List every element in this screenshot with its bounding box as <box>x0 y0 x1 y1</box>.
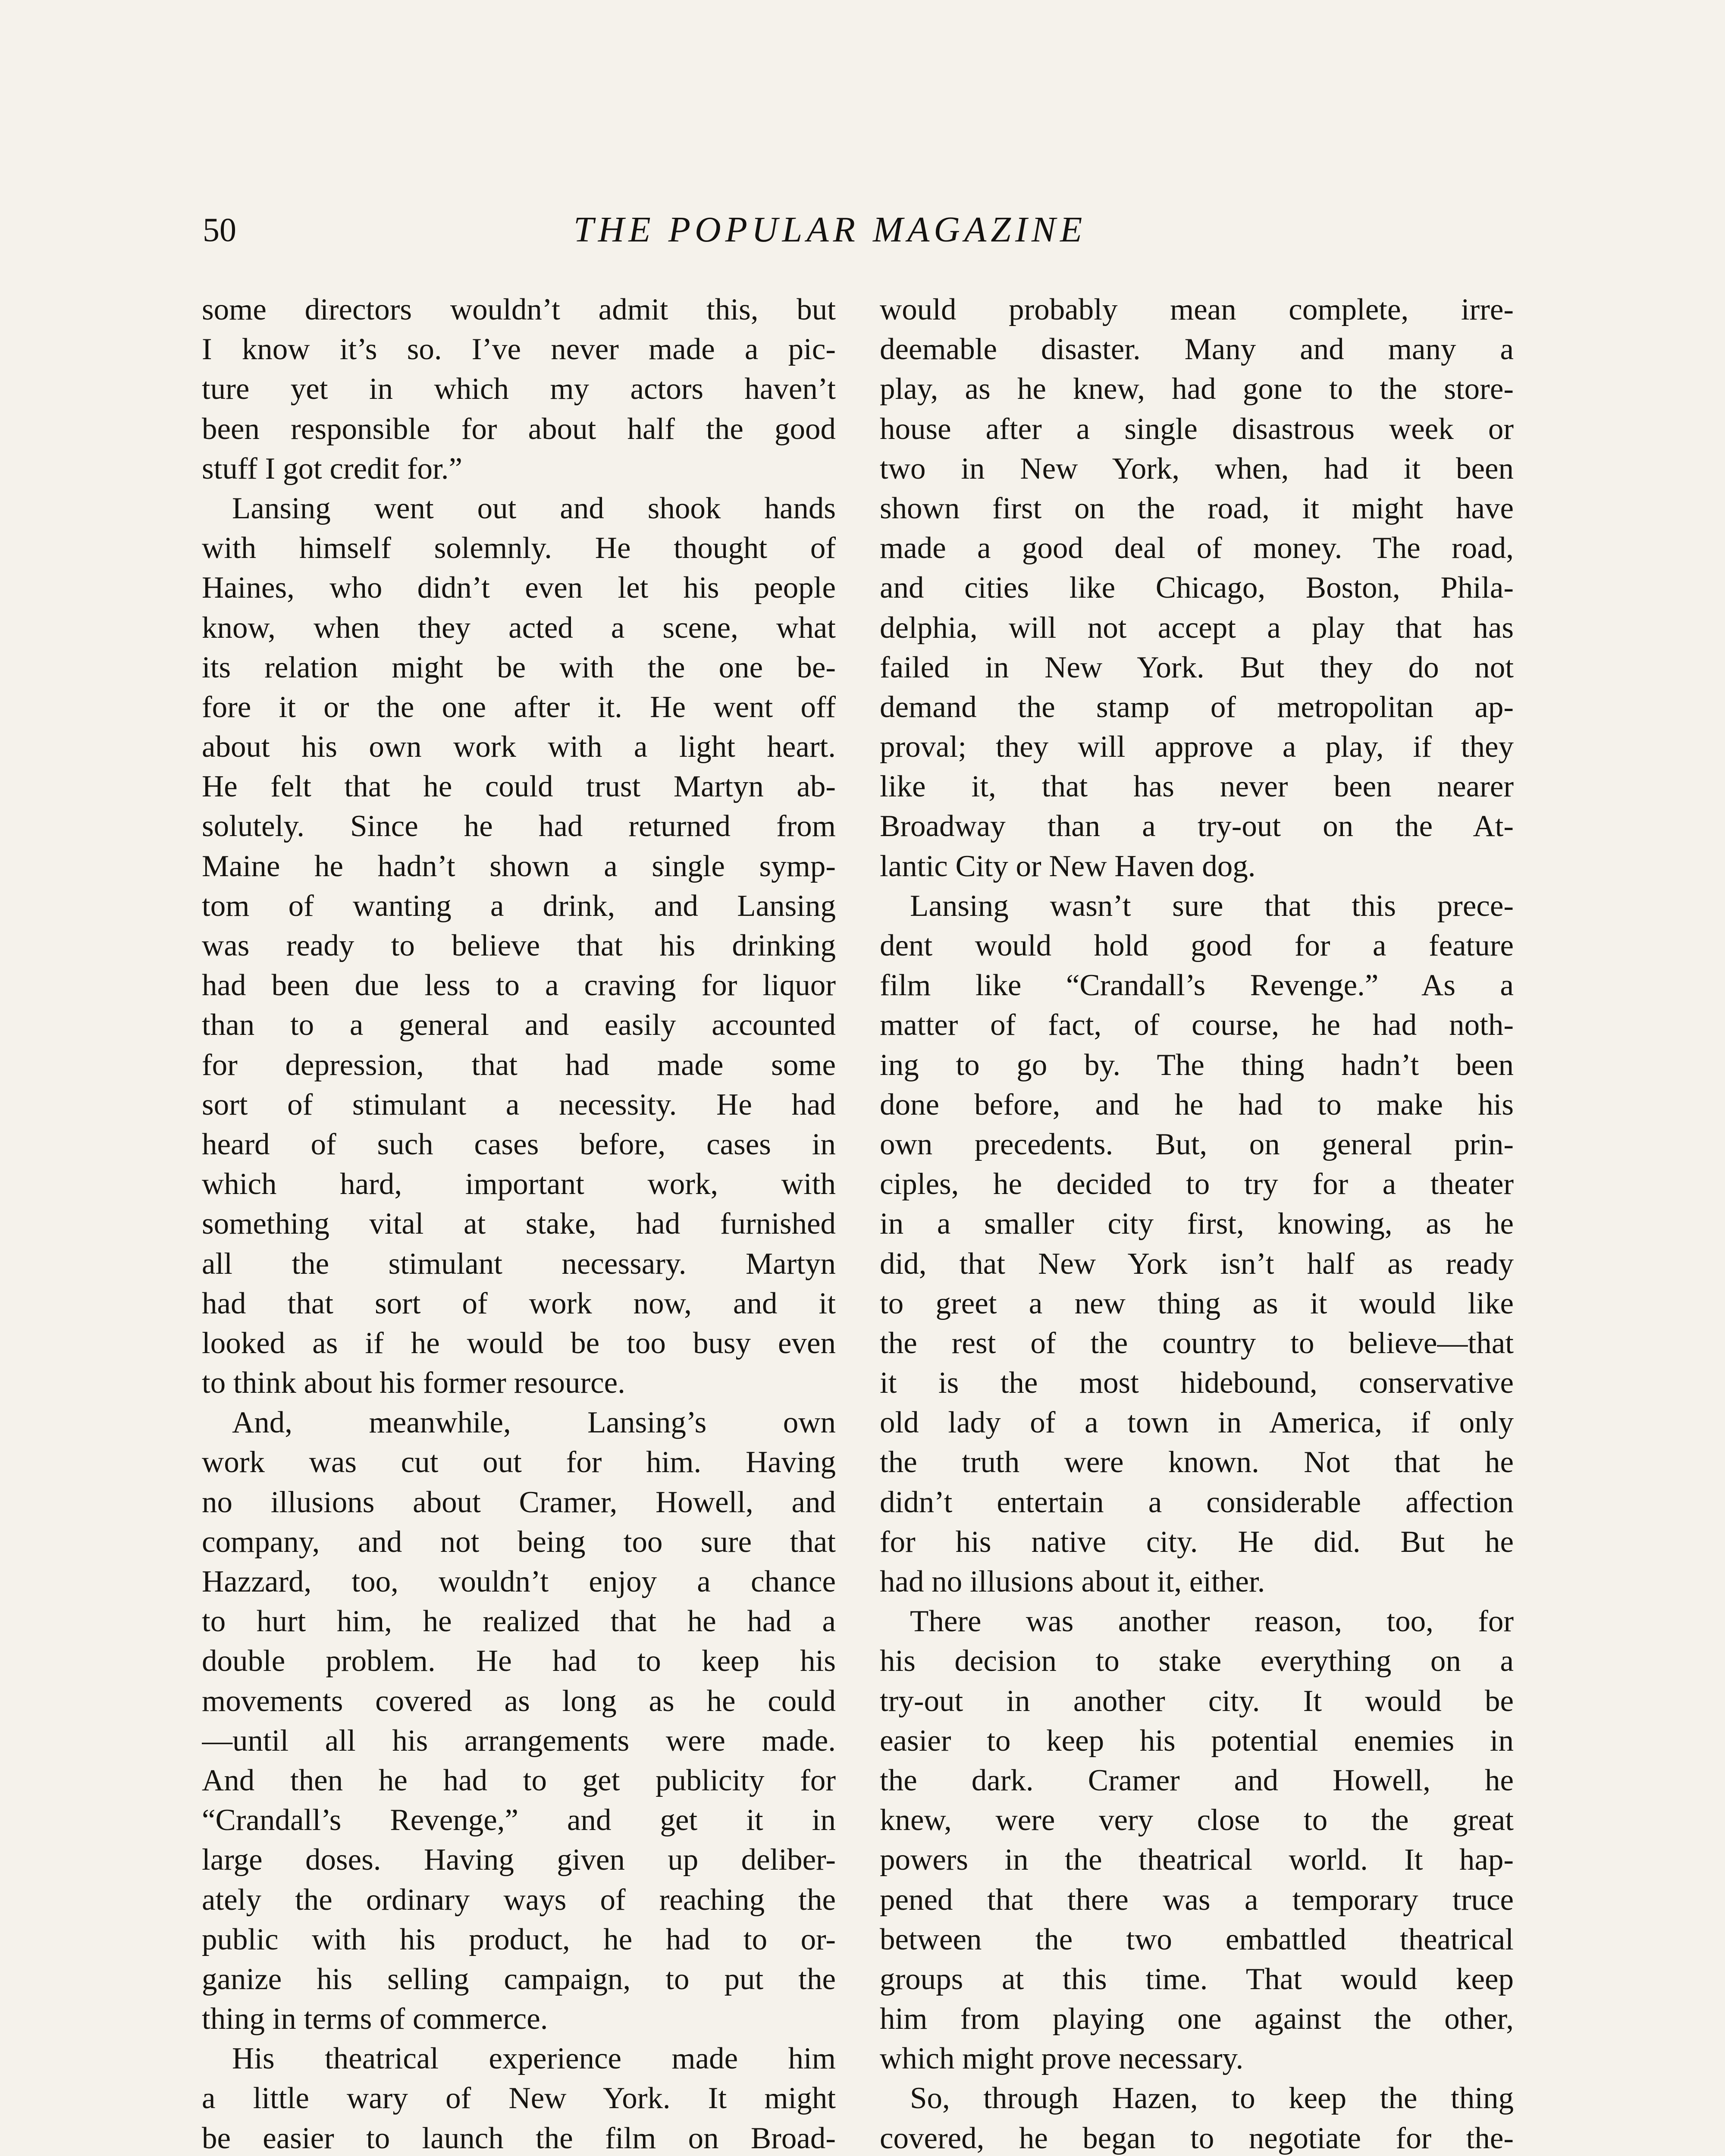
left-text-column <box>202 290 836 2156</box>
text-line: would probably mean complete, irre- <box>880 293 1514 326</box>
text-line: to hurt him, he realized that he had a <box>202 1604 836 1639</box>
text-line: it is the most hidebound, conservative <box>880 1366 1514 1400</box>
text-line: did, that New York isn’t half as ready <box>880 1247 1514 1281</box>
text-line: with himself solemnly. He thought of <box>202 531 836 565</box>
text-line: be easier to launch the film on Broad- <box>202 2121 836 2155</box>
text-line: And then he had to get publicity for <box>202 1763 836 1797</box>
text-line: Lansing wasn’t sure that this prece- <box>910 889 1514 923</box>
text-line: in a smaller city first, knowing, as he <box>880 1207 1514 1241</box>
text-line: between the two embattled theatrical <box>880 1922 1514 1956</box>
text-line: I know it’s so. I’ve never made a pic- <box>202 332 836 367</box>
text-line: His theatrical experience made him <box>232 2042 836 2076</box>
text-line: company, and not being too sure that <box>202 1525 836 1559</box>
text-line: delphia, will not accept a play that has <box>880 611 1514 645</box>
text-line: movements covered as long as he could <box>202 1684 836 1718</box>
text-line: knew, were very close to the great <box>880 1803 1514 1837</box>
text-line: which might prove necessary. <box>880 2042 1244 2076</box>
text-line: made a good deal of money. The road, <box>880 531 1514 565</box>
text-line: stuff I got credit for.” <box>202 451 462 486</box>
text-line: powers in the theatrical world. It hap- <box>880 1843 1514 1877</box>
text-line: house after a single disastrous week or <box>880 412 1514 446</box>
text-line: solutely. Since he had returned from <box>202 809 836 843</box>
page-header <box>203 206 1255 254</box>
text-line: was ready to believe that his drinking <box>202 929 836 962</box>
text-line: Haines, who didn’t even let his people <box>202 571 836 605</box>
text-line: proval; they will approve a play, if they <box>880 730 1514 764</box>
text-line: like it, that has never been nearer <box>880 770 1514 804</box>
text-line: him from playing one against the other, <box>880 2002 1514 2036</box>
text-line: and cities like Chicago, Boston, Phila- <box>880 571 1514 605</box>
text-line: two in New York, when, had it been <box>880 451 1514 486</box>
text-line: all the stimulant necessary. Martyn <box>202 1247 836 1281</box>
page-number: 50 <box>203 211 236 248</box>
text-line: large doses. Having given up deliber- <box>202 1843 836 1877</box>
text-line: his decision to stake everything on a <box>880 1644 1514 1678</box>
text-line: Hazzard, too, wouldn’t enjoy a chance <box>202 1565 836 1598</box>
text-line: fore it or the one after it. He went off <box>202 690 836 724</box>
right-text-column <box>880 290 1514 2156</box>
text-line: Maine he hadn’t shown a single symp- <box>202 849 836 883</box>
text-line: which hard, important work, with <box>202 1167 836 1201</box>
text-line: for depression, that had made some <box>202 1048 836 1082</box>
text-line: looked as if he would be too busy even <box>202 1326 836 1360</box>
text-line: Broadway than a try-out on the At- <box>880 809 1514 843</box>
text-line: heard of such cases before, cases in <box>202 1127 836 1161</box>
text-line: work was cut out for him. Having <box>202 1445 836 1479</box>
text-line: thing in terms of commerce. <box>202 2002 548 2036</box>
text-line: lantic City or New Haven dog. <box>880 849 1256 883</box>
text-line: for his native city. He did. But he <box>880 1525 1514 1559</box>
text-line: ganize his selling campaign, to put the <box>202 1962 836 1996</box>
text-line: the rest of the country to believe—that <box>880 1326 1514 1360</box>
text-line: own precedents. But, on general prin- <box>880 1127 1514 1161</box>
text-line: no illusions about Cramer, Howell, and <box>202 1485 836 1519</box>
text-line: covered, he began to negotiate for the- <box>880 2121 1514 2155</box>
text-line: the truth were known. Not that he <box>880 1445 1514 1479</box>
text-line: its relation might be with the one be- <box>202 650 836 684</box>
text-line: There was another reason, too, for <box>910 1604 1514 1639</box>
text-line: ture yet in which my actors haven’t <box>202 372 836 406</box>
text-line: a little wary of New York. It might <box>202 2081 836 2115</box>
text-line: about his own work with a light heart. <box>202 730 836 764</box>
text-line: He felt that he could trust Martyn ab- <box>202 770 836 804</box>
text-line: had that sort of work now, and it <box>202 1286 836 1320</box>
text-line: So, through Hazen, to keep the thing <box>910 2081 1514 2115</box>
text-line: “Crandall’s Revenge,” and get it in <box>202 1803 836 1837</box>
text-line: to think about his former resource. <box>202 1366 625 1400</box>
text-line: ately the ordinary ways of reaching the <box>202 1883 836 1917</box>
text-line: been responsible for about half the good <box>202 412 836 446</box>
text-line: —until all his arrangements were made. <box>202 1724 836 1758</box>
text-line: had no illusions about it, either. <box>880 1565 1265 1598</box>
text-line: something vital at stake, had furnished <box>202 1207 836 1241</box>
text-line: Lansing went out and shook hands <box>232 491 836 525</box>
text-line: ciples, he decided to try for a theater <box>880 1167 1514 1201</box>
text-line: play, as he knew, had gone to the store- <box>880 372 1514 406</box>
text-line: dent would hold good for a feature <box>880 929 1514 962</box>
text-line: ing to go by. The thing hadn’t been <box>880 1048 1514 1082</box>
text-line: failed in New York. But they do not <box>880 650 1514 684</box>
text-line: deemable disaster. Many and many a <box>880 332 1514 367</box>
text-line: film like “Crandall’s Revenge.” As a <box>880 968 1514 1003</box>
text-line: tom of wanting a drink, and Lansing <box>202 889 836 923</box>
text-line: public with his product, he had to or- <box>202 1922 836 1956</box>
text-line: than to a general and easily accounted <box>202 1008 836 1042</box>
text-line: pened that there was a temporary truce <box>880 1883 1514 1917</box>
text-line: sort of stimulant a necessity. He had <box>202 1087 836 1122</box>
text-line: didn’t entertain a considerable affection <box>880 1485 1514 1519</box>
text-line: demand the stamp of metropolitan ap- <box>880 690 1514 724</box>
text-line: the dark. Cramer and Howell, he <box>880 1763 1514 1797</box>
text-line: try-out in another city. It would be <box>880 1684 1514 1718</box>
text-line: had been due less to a craving for liquor <box>202 968 836 1003</box>
text-line: easier to keep his potential enemies in <box>880 1724 1514 1758</box>
text-line: old lady of a town in America, if only <box>880 1406 1514 1440</box>
text-line: some directors wouldn’t admit this, but <box>202 293 836 326</box>
text-line: double problem. He had to keep his <box>202 1644 836 1678</box>
text-line: shown first on the road, it might have <box>880 491 1514 525</box>
text-line: done before, and he had to make his <box>880 1087 1514 1122</box>
text-line: And, meanwhile, Lansing’s own <box>232 1406 836 1440</box>
text-line: groups at this time. That would keep <box>880 1962 1514 1996</box>
text-line: matter of fact, of course, he had noth- <box>880 1008 1514 1042</box>
text-line: to greet a new thing as it would like <box>880 1286 1514 1320</box>
text-line: know, when they acted a scene, what <box>202 611 836 645</box>
running-title: THE POPULAR MAGAZINE <box>574 210 1087 250</box>
